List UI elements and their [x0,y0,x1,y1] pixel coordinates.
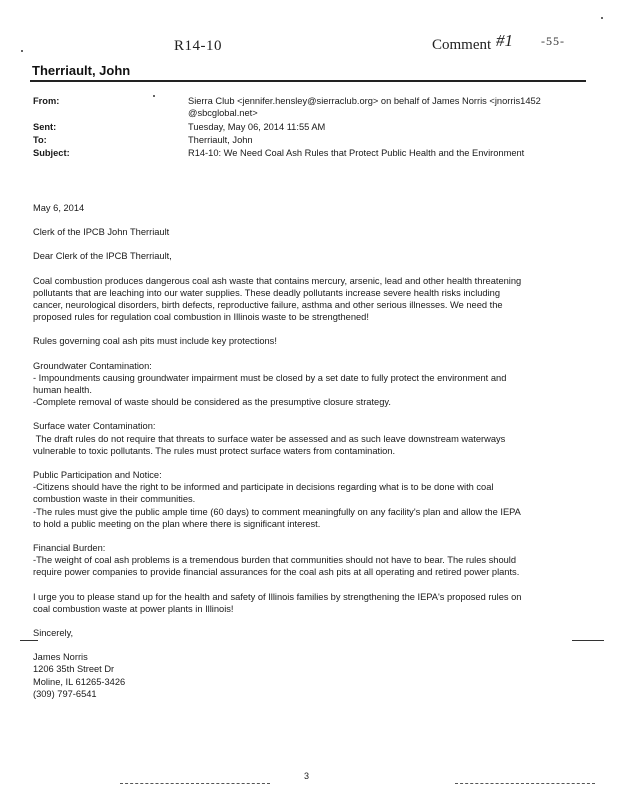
section-heading: Surface water Contamination: [33,421,156,432]
scan-speck [601,17,603,19]
docket-number: R14-10 [174,38,222,54]
comment-label: Comment [432,37,492,53]
footer-dashed-line [455,783,595,785]
signature-city: Moline, IL 61265-3426 [33,676,126,687]
signature-name: James Norris [33,652,88,663]
section-heading: Groundwater Contamination: [33,360,152,371]
signature-street: 1206 35th Street Dr [33,664,115,675]
from-label: From: [33,96,60,106]
section-text: The draft rules do not require that threats to surface water be assessed and as such leave downstream waterways vulnerable to toxic pollutants. The rules must protect surface waters from contamination. [33,433,506,456]
signoff: Sincerely, [33,628,74,639]
header-rule [30,80,586,82]
letter-addressee: Clerk of the IPCB John Therriault [33,227,170,238]
to-label: To: [33,135,47,145]
footer-dashed-line [120,783,270,785]
mailbox-owner: Therriault, John [32,63,131,78]
letter-date: May 6, 2014 [33,203,85,213]
from-value: Sierra Club <jennifer.hensley@sierraclub.org> on behalf of James Norris <jnorris1452 @sbcglobal.net> [188,96,541,118]
closing-request: I urge you to please stand up for the health and safety of Illinois families by strengthening the IEPA's proposed rules on coal combustion waste at power plants in Illinois! [33,591,522,614]
scan-cut-line [20,640,38,641]
letter-rules-intro: Rules governing coal ash pits must include key protections! [33,336,277,347]
section-text: - Impoundments causing groundwater impairment must be closed by a set date to fully protect the environment and human health. -Complete removal of waste should be considered as the presumptive closure strategy. [33,372,507,408]
scan-speck [21,50,23,52]
section-text: -The weight of coal ash problems is a tremendous burden that communities should not have to bear. The rules should require power companies to provide financial assurances for the coal ash pits at all operating and retired power plants. [33,555,520,578]
subject-label: Subject: [33,148,70,158]
subject-value: R14-10: We Need Coal Ash Rules that Protect Public Health and the Environment [188,148,525,158]
comment-number: #1 [496,31,513,50]
section-heading: Public Participation and Notice: [33,470,162,481]
scan-cut-line [572,640,604,641]
page-number: 3 [304,771,310,781]
sent-label: Sent: [33,122,57,132]
to-value: Therriault, John [188,135,253,145]
letter-salutation: Dear Clerk of the IPCB Therriault, [33,251,172,262]
section-heading: Financial Burden: [33,543,106,554]
sent-value: Tuesday, May 06, 2014 11:55 AM [188,122,326,132]
page-code: -55- [541,34,565,48]
signature-phone: (309) 797-6541 [33,688,97,699]
letter-intro: Coal combustion produces dangerous coal ash waste that contains mercury, arsenic, lead and other health threatening pollutants that are leaching into our water supplies. These deadly pollutants increase severe health risks including cancer, neurological disorders, birth defects, reproductive failure, asthma and other serious illnesses. We need the proposed rules for regulation coal combustion in Illinois waste to be strengthened! [33,275,522,323]
letter-body [33,202,593,700]
section-text: -Citizens should have the right to be informed and participate in decisions regarding what is to be done with coal combustion waste in their communities. -The rules must give the public ample time (60 days) to comment meaningfully on any facility's plan and allow the IEPA to hold a public meeting on the plan where there is significant interest. [33,482,521,529]
scan-speck [153,95,155,97]
